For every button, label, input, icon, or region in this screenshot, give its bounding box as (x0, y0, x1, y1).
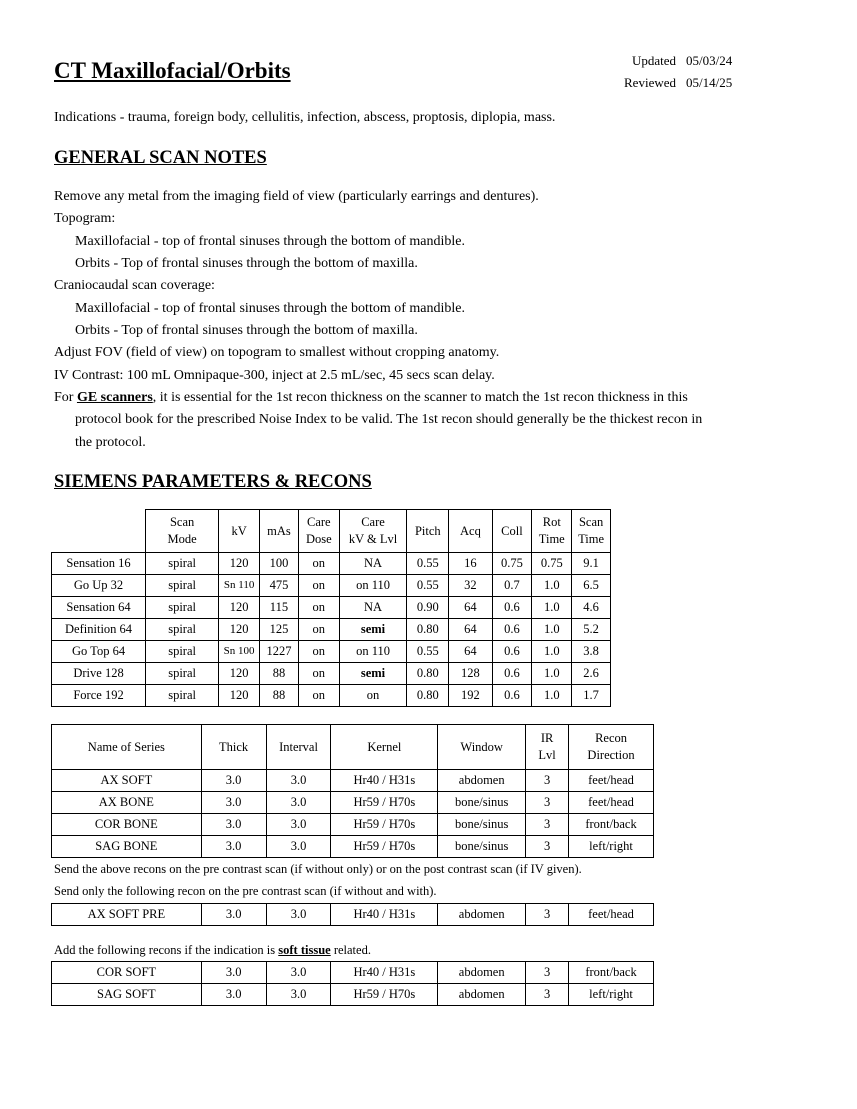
table-cell: Hr59 / H70s (331, 814, 438, 836)
table-cell: on (298, 685, 339, 707)
table-cell: bone/sinus (438, 792, 526, 814)
header-name-of-series: Name of Series (52, 725, 202, 770)
table-cell: on (298, 575, 339, 597)
table-cell: 88 (260, 685, 299, 707)
table-cell: SAG SOFT (52, 984, 202, 1006)
header-thick: Thick (201, 725, 266, 770)
table-cell: 1.0 (532, 685, 572, 707)
table-cell: SAG BONE (52, 836, 202, 858)
recon-row (52, 836, 654, 858)
indications-text: Indications - trauma, foreign body, cellulitis, infection, abscess, proptosis, diplopia, mass. (54, 110, 556, 125)
updated-line (614, 53, 732, 69)
table-cell: 1.0 (532, 641, 572, 663)
header-coll: Coll (492, 510, 532, 553)
table-cell: 0.80 (407, 685, 449, 707)
parameter-row (52, 553, 611, 575)
table-cell: 1227 (260, 641, 299, 663)
table-cell: spiral (146, 685, 219, 707)
siemens-recon-table (51, 724, 654, 858)
table-cell: Definition 64 (52, 619, 146, 641)
table-cell: 3 (526, 904, 569, 926)
table-cell: abdomen (438, 984, 526, 1006)
table-cell: 3.8 (572, 641, 611, 663)
recon-row (52, 962, 654, 984)
table-cell: 16 (449, 553, 492, 575)
table-cell: abdomen (438, 770, 526, 792)
table-cell: COR SOFT (52, 962, 202, 984)
soft-tissue-table (51, 961, 654, 1006)
table-cell: AX BONE (52, 792, 202, 814)
table-cell: Go Up 32 (52, 575, 146, 597)
table-cell: 1.0 (532, 597, 572, 619)
recon-row (52, 904, 654, 926)
table-cell: 3.0 (201, 836, 266, 858)
table-cell: 64 (449, 641, 492, 663)
table-cell: on 110 (339, 575, 407, 597)
table-cell: 192 (449, 685, 492, 707)
table-cell: on (298, 663, 339, 685)
table-cell: 115 (260, 597, 299, 619)
pre-contrast-table (51, 903, 654, 926)
table-cell: front/back (569, 814, 654, 836)
table-cell: 6.5 (572, 575, 611, 597)
table-cell: 3.0 (201, 814, 266, 836)
reviewed-date: 05/14/25 (686, 75, 733, 90)
ge-scanners-link: GE scanners (76, 390, 153, 405)
table-cell: Hr40 / H31s (331, 770, 438, 792)
header-interval: Interval (266, 725, 331, 770)
ge-note-line (54, 387, 688, 409)
table-cell: 3.0 (266, 836, 331, 858)
header-window: Window (438, 725, 526, 770)
parameter-row (52, 597, 611, 619)
soft-tissue-note (54, 943, 371, 958)
table-cell: 0.55 (407, 553, 449, 575)
table-cell: NA (339, 553, 407, 575)
table-cell: 1.0 (532, 575, 572, 597)
recon-row (52, 814, 654, 836)
table-cell: 475 (260, 575, 299, 597)
table-cell: Sensation 16 (52, 553, 146, 575)
table-cell: 3.0 (201, 904, 266, 926)
table-cell: NA (339, 597, 407, 619)
recon-row (52, 792, 654, 814)
table-cell: 0.80 (407, 663, 449, 685)
recon-note-1: Send the above recons on the pre contrast scan (if without only) or on the post contrast scan (if IV given). (54, 862, 582, 876)
table-cell: AX SOFT (52, 770, 202, 792)
table-cell: 9.1 (572, 553, 611, 575)
table-cell: 3 (526, 984, 569, 1006)
table-cell: 0.55 (407, 575, 449, 597)
table-cell: front/back (569, 962, 654, 984)
recon-header-row (52, 725, 654, 770)
parameter-row (52, 641, 611, 663)
table-cell: on 110 (339, 641, 407, 663)
table-cell: bone/sinus (438, 814, 526, 836)
header-scan-mode: Scan Mode (146, 510, 219, 553)
siemens-heading: SIEMENS PARAMETERS & RECONS (54, 472, 372, 492)
table-cell: 120 (219, 553, 260, 575)
table-cell: feet/head (569, 770, 654, 792)
table-cell: bone/sinus (438, 836, 526, 858)
note-line: Maxillofacial - top of frontal sinuses through the bottom of mandible. (75, 301, 465, 316)
note-line: Topogram: (54, 211, 116, 226)
table-cell: spiral (146, 619, 219, 641)
soft-tissue-link: soft tissue (278, 943, 331, 957)
table-cell: 3.0 (201, 984, 266, 1006)
table-cell: semi (339, 663, 407, 685)
table-cell: 88 (260, 663, 299, 685)
siemens-parameters-table (51, 509, 611, 707)
note-line: Adjust FOV (field of view) on topogram to smallest without cropping anatomy. (54, 345, 500, 360)
header-care-dose: Care Dose (298, 510, 339, 553)
table-cell: 3.0 (266, 770, 331, 792)
table-cell: 120 (219, 685, 260, 707)
header-recon-direction: Recon Direction (569, 725, 654, 770)
table-cell: 0.80 (407, 619, 449, 641)
table-cell: abdomen (438, 904, 526, 926)
table-cell: 0.75 (492, 553, 532, 575)
table-cell: 0.75 (532, 553, 572, 575)
table-cell: 3.0 (266, 904, 331, 926)
table-cell: 120 (219, 663, 260, 685)
table-cell: 1.0 (532, 663, 572, 685)
table-cell: 3.0 (201, 770, 266, 792)
header-kernel: Kernel (331, 725, 438, 770)
table-cell: left/right (569, 836, 654, 858)
soft-note-suffix: related. (330, 943, 371, 957)
table-cell: 0.6 (492, 641, 532, 663)
parameter-row (52, 619, 611, 641)
recon-row (52, 770, 654, 792)
table-cell: on (339, 685, 407, 707)
table-cell: Sn 100 (219, 641, 260, 663)
note-line: Remove any metal from the imaging field of view (particularly earrings and dentures). (54, 189, 539, 204)
table-cell: 3 (526, 770, 569, 792)
table-cell: 1.7 (572, 685, 611, 707)
general-notes-heading: GENERAL SCAN NOTES (54, 148, 267, 168)
soft-note-prefix: Add the following recons if the indication is (54, 943, 279, 957)
table-cell: 3.0 (266, 984, 331, 1006)
table-cell: 3.0 (266, 792, 331, 814)
table-cell: 0.90 (407, 597, 449, 619)
header-scan-time: Scan Time (572, 510, 611, 553)
table-cell: 3.0 (201, 792, 266, 814)
note-line: Orbits - Top of frontal sinuses through the bottom of maxilla. (75, 256, 418, 271)
table-cell: 100 (260, 553, 299, 575)
table-cell: 64 (449, 597, 492, 619)
table-cell: spiral (146, 641, 219, 663)
table-cell: semi (339, 619, 407, 641)
note-line: IV Contrast: 100 mL Omnipaque-300, inject at 2.5 mL/sec, 45 secs scan delay. (54, 368, 495, 383)
table-cell: spiral (146, 663, 219, 685)
table-cell: 5.2 (572, 619, 611, 641)
table-cell: spiral (146, 553, 219, 575)
table-cell: feet/head (569, 792, 654, 814)
table-cell: Hr59 / H70s (331, 984, 438, 1006)
table-cell: on (298, 553, 339, 575)
table-cell: 0.6 (492, 663, 532, 685)
header-acq: Acq (449, 510, 492, 553)
header-kv: kV (219, 510, 260, 553)
table-cell: Force 192 (52, 685, 146, 707)
table-cell: 3 (526, 814, 569, 836)
table-cell: 3 (526, 962, 569, 984)
ge-note-line-2: protocol book for the prescribed Noise Index to be valid. The 1st recon should generally be the thickest recon in (75, 412, 703, 427)
table-cell: abdomen (438, 962, 526, 984)
table-cell: Drive 128 (52, 663, 146, 685)
table-cell: 32 (449, 575, 492, 597)
table-cell: 2.6 (572, 663, 611, 685)
reviewed-label: Reviewed (624, 75, 676, 90)
table-cell: Sn 110 (219, 575, 260, 597)
table-cell: 3.0 (266, 814, 331, 836)
note-line: Maxillofacial - top of frontal sinuses through the bottom of mandible. (75, 234, 465, 249)
table-cell: 120 (219, 619, 260, 641)
table-cell: on (298, 597, 339, 619)
table-cell: Sensation 64 (52, 597, 146, 619)
table-cell: 0.6 (492, 619, 532, 641)
ge-prefix: For (54, 390, 77, 405)
table-cell: on (298, 641, 339, 663)
table-cell: 4.6 (572, 597, 611, 619)
table-cell: 3 (526, 792, 569, 814)
table-cell: 3 (526, 836, 569, 858)
header-care-kv-lvl: Care kV & Lvl (339, 510, 407, 553)
table-cell: 0.6 (492, 685, 532, 707)
recon-row (52, 984, 654, 1006)
table-cell: Hr59 / H70s (331, 836, 438, 858)
blank-cell (52, 510, 146, 553)
table-cell: Hr40 / H31s (331, 904, 438, 926)
table-cell: spiral (146, 575, 219, 597)
parameter-row (52, 685, 611, 707)
general-notes-body (54, 186, 844, 466)
recon-note-2: Send only the following recon on the pre contrast scan (if without and with). (54, 884, 437, 898)
reviewed-line (614, 75, 732, 91)
table-cell: 3.0 (201, 962, 266, 984)
parameter-row (52, 663, 611, 685)
table-cell: 64 (449, 619, 492, 641)
header-pitch: Pitch (407, 510, 449, 553)
table-cell: Hr59 / H70s (331, 792, 438, 814)
table-cell: 128 (449, 663, 492, 685)
header-rot-time: Rot Time (532, 510, 572, 553)
table-cell: 0.55 (407, 641, 449, 663)
parameter-row (52, 575, 611, 597)
table-cell: 125 (260, 619, 299, 641)
note-line: Orbits - Top of frontal sinuses through the bottom of maxilla. (75, 323, 418, 338)
table-cell: Go Top 64 (52, 641, 146, 663)
header-mas: mAs (260, 510, 299, 553)
table-cell: 3.0 (266, 962, 331, 984)
table-cell: 120 (219, 597, 260, 619)
ge-rest: , it is essential for the 1st recon thickness on the scanner to match the 1st recon thickness in this (152, 390, 688, 405)
table-cell: feet/head (569, 904, 654, 926)
table-cell: AX SOFT PRE (52, 904, 202, 926)
note-line: Craniocaudal scan coverage: (54, 278, 215, 293)
updated-date: 05/03/24 (686, 53, 733, 68)
table-cell: spiral (146, 597, 219, 619)
table-cell: 1.0 (532, 619, 572, 641)
header-ir-lvl: IR Lvl (526, 725, 569, 770)
table-cell: left/right (569, 984, 654, 1006)
table-cell: on (298, 619, 339, 641)
table-cell: Hr40 / H31s (331, 962, 438, 984)
table-cell: 0.6 (492, 597, 532, 619)
parameters-header-row (52, 510, 611, 553)
updated-label: Updated (631, 53, 676, 68)
ge-note-line-3: the protocol. (75, 435, 146, 450)
page-title: CT Maxillofacial/Orbits (54, 58, 291, 83)
table-cell: COR BONE (52, 814, 202, 836)
table-cell: 0.7 (492, 575, 532, 597)
